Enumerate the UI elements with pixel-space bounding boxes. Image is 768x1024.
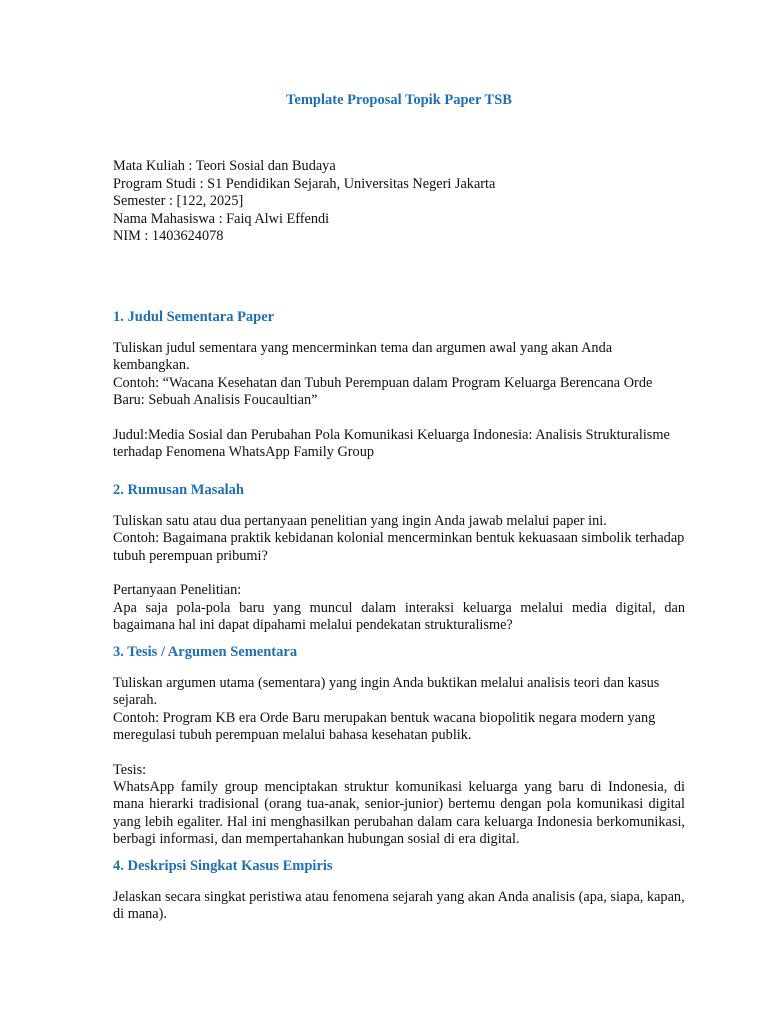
section-example: Contoh: Program KB era Orde Baru merupakan bentuk wacana biopolitik negara modern yang meregulasi tubuh perempuan melalui bahasa kesehatan publik. — [113, 709, 656, 744]
section-thesis — [113, 643, 685, 849]
section-answer: Apa saja pola-pola baru yang muncul dalam interaksi keluarga melalui media digital, dan bagaimana hal ini dapat dipahami melalui pendekatan strukturalisme? — [113, 599, 685, 634]
paragraph-gap — [113, 565, 685, 582]
section-heading: 4. Deskripsi Singkat Kasus Empiris — [113, 858, 333, 874]
section-heading: 1. Judul Sementara Paper — [113, 309, 275, 325]
section-instruction: Tuliskan argumen utama (sementara) yang ingin Anda buktikan melalui analisis teori dan kasus sejarah. — [113, 675, 660, 709]
section-instruction: Jelaskan secara singkat peristiwa atau fenomena sejarah yang akan Anda analisis (apa, siapa, kapan, di mana). — [113, 889, 685, 923]
section-answer-label: Tesis: — [113, 761, 147, 778]
course-line: Mata Kuliah : Teori Sosial dan Budaya — [113, 158, 336, 174]
section-working-title — [113, 308, 685, 461]
section-instruction: Tuliskan satu atau dua pertanyaan penelitian yang ingin Anda jawab melalui paper ini. — [113, 513, 607, 529]
section-example: Contoh: “Wacana Kesehatan dan Tubuh Perempuan dalam Program Keluarga Berencana Orde Baru: Sebuah Analisis Foucaultian” — [113, 374, 653, 409]
section-research-question — [113, 481, 685, 634]
student-id-line: NIM : 1403624078 — [113, 228, 224, 245]
section-answer: Judul:Media Sosial dan Perubahan Pola Komunikasi Keluarga Indonesia: Analisis Strukturalisme terhadap Fenomena WhatsApp Family Group — [113, 426, 670, 461]
section-heading: 2. Rumusan Masalah — [113, 482, 244, 498]
paragraph-gap — [113, 410, 685, 427]
section-heading: 3. Tesis / Argumen Sementara — [113, 644, 298, 660]
semester-line: Semester : [122, 2025] — [113, 193, 244, 210]
paragraph-gap — [113, 745, 685, 762]
section-example: Contoh: Bagaimana praktik kebidanan kolonial mencerminkan bentuk kekuasaan simbolik terhadap tubuh perempuan pribumi? — [113, 530, 685, 564]
section-empirical-case — [113, 857, 685, 924]
student-name-line: Nama Mahasiswa : Faiq Alwi Effendi — [113, 210, 330, 227]
study-program-line: Program Studi : S1 Pendidikan Sejarah, Universitas Negeri Jakarta — [113, 175, 496, 192]
section-answer: WhatsApp family group menciptakan struktur komunikasi keluarga yang baru di Indonesia, di mana hierarki tradisional (orang tua-anak, senior-junior) bertemu dengan pola komunikasi digital yang lebih egaliter. Hal ini menghasilkan perubahan dalam cara keluarga Indonesia berkomunikasi, berbagi informasi, dan mempertahankan hubungan sosial di era digital. — [113, 779, 685, 848]
section-instruction: Tuliskan judul sementara yang mencerminkan tema dan argumen awal yang akan Anda kembangkan. — [113, 340, 613, 374]
section-answer-label: Pertanyaan Penelitian: — [113, 582, 242, 599]
document-title: Template Proposal Topik Paper TSB — [286, 92, 512, 108]
student-info-block — [113, 158, 685, 246]
